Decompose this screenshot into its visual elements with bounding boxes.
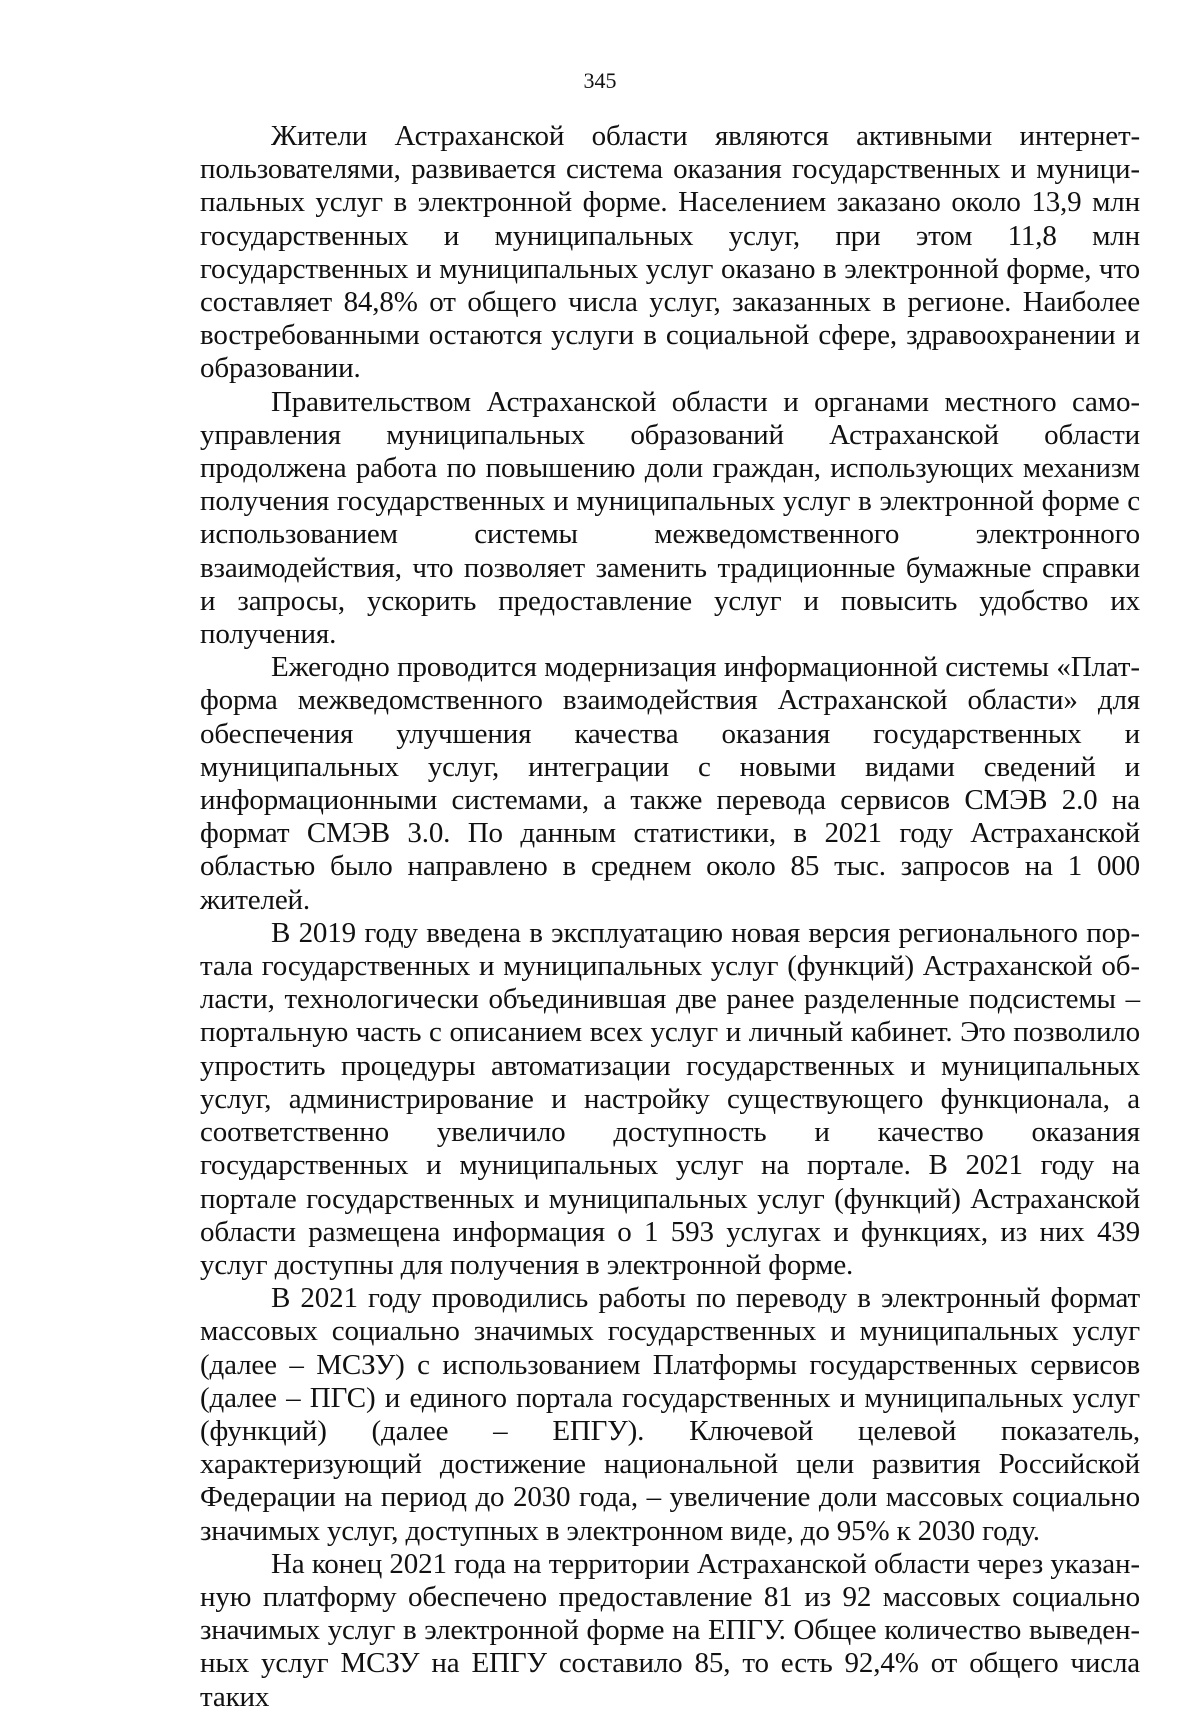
paragraph: Жители Астраханской области являются активными интернет-пользователями, развивается система оказания государственных и муниципальных услуг в электронной форме. Населением заказано около 13,9 млн государственных и муниципальных услуг, при этом 11,8 млн государственных и муниципальных услуг оказано в электронной форме, что составляет 84,8% от общего числа услуг, заказанных в регионе. Наиболее востребованными остаются услуги в социальной сфере, здравоохранении и образовании. <box>200 120 1140 385</box>
paragraph: На конец 2021 года на территории Астраханской области через указанную платформу обеспечено предоставление 81 из 92 массовых социально значимых услуг в электронной форме на ЕПГУ. Общее количество выведенных услуг МСЗУ на ЕПГУ составило 85, то есть 92,4% от общего числа таких <box>200 1547 1140 1713</box>
document-body <box>200 120 1140 1713</box>
paragraph: Правительством Астраханской области и органами местного самоуправления муниципальных образований Астраханской области продолжена работа по повышению доли граждан, использующих механизм получения государственных и муниципальных услуг в электронной форме с использованием системы межведомственного электронного взаимодействия, что позволяет заменить традиционные бумажные справки и запросы, ускорить предоставление услуг и повысить удобство их получения. <box>200 385 1140 651</box>
page-number: 345 <box>583 68 617 93</box>
paragraph: В 2021 году проводились работы по переводу в электронный формат массовых социально значимых государственных и муниципальных услуг (далее – МСЗУ) с использованием Платформы государственных сервисов (далее – ПГС) и единого портала государственных и муниципальных услуг (функций) (далее – ЕПГУ). Ключевой целевой показатель, характеризующий достижение национальной цели развития Российской Федерации на период до 2030 года, – увеличение доли массовых социально значимых услуг, доступных в электронном виде, до 95% к 2030 году. <box>200 1282 1140 1547</box>
paragraph: В 2019 году введена в эксплуатацию новая версия регионального портала государственных и муниципальных услуг (функций) Астраханской области, технологически объединившая две ранее разделенные подсистемы – портальную часть с описанием всех услуг и личный кабинет. Это позволило упростить процедуры автоматизации государственных и муниципальных услуг, администрирование и настройку существующего функционала, а соответственно увеличило доступность и качество оказания государственных и муниципальных услуг на портале. В 2021 году на портале государственных и муниципальных услуг (функций) Астраханской области размещена информация о 1 593 услугах и функциях, из них 439 услуг доступны для получения в электронной форме. <box>200 916 1140 1281</box>
paragraph: Ежегодно проводится модернизация информационной системы «Платформа межведомственного взаимодействия Астраханской области» для обеспечения улучшения качества оказания государственных и муниципальных услуг, интеграции с новыми видами сведений и информационными системами, а также перевода сервисов СМЭВ 2.0 на формат СМЭВ 3.0. По данным статистики, в 2021 году Астраханской областью было направлено в среднем около 85 тыс. запросов на 1 000 жителей. <box>200 651 1140 916</box>
